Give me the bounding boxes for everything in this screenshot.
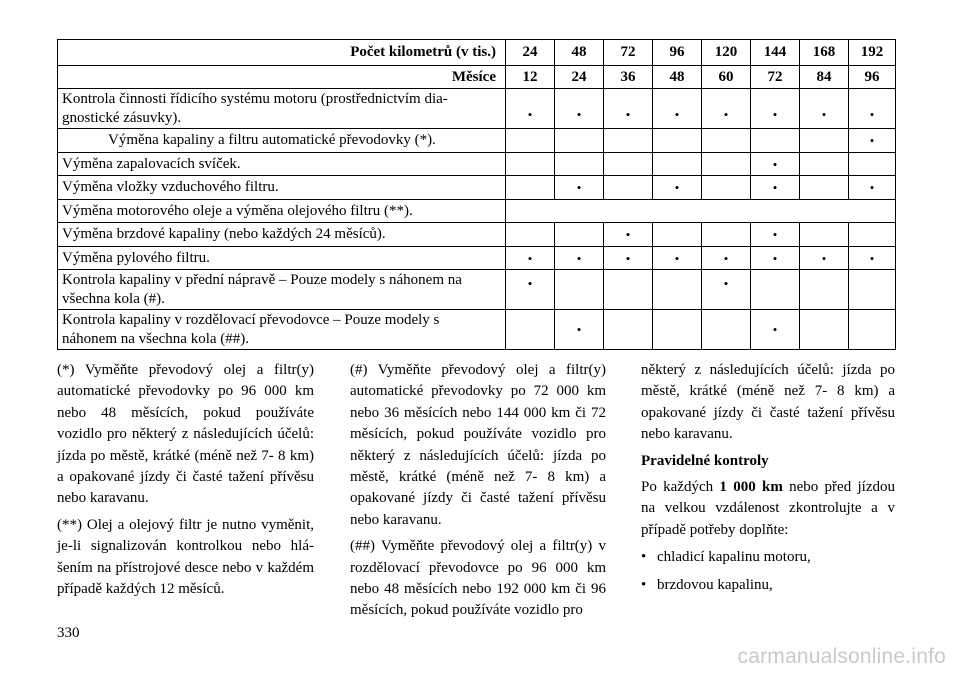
interval-empty [849,270,896,310]
bullet-item [641,547,895,568]
months-value: 96 [849,66,896,89]
interval-mark: • [751,153,800,176]
note-star: (*) Vyměňte převodový olej a filtr(y) automatické převodovky po 96 000 km nebo 48 měsících, pokud používáte vozidlo pro některý z následujících účelů: jízda po městě, krátké (méně než 7- 8 km) a opakované jízdy či časté tažení přívěsu nebo karavanu. [57,362,314,507]
regular-checks-heading: Pravidelné kontroly [641,452,769,469]
interval-empty [751,270,800,310]
interval-mark: • [506,270,555,310]
intro-prefix: Po každých [641,479,720,496]
interval-empty [800,153,849,176]
interval-empty [604,129,653,153]
interval-empty [849,310,896,350]
interval-empty [604,176,653,200]
interval-empty [653,270,702,310]
interval-empty [800,129,849,153]
months-value: 24 [555,66,604,89]
interval-mark: • [800,247,849,270]
schedule-row [58,176,896,200]
km-value: 24 [506,40,555,66]
km-header-row [58,40,896,66]
regular-checks-intro [641,477,895,541]
interval-mark: • [604,247,653,270]
interval-mark: • [604,89,653,129]
interval-empty [555,129,604,153]
months-value: 12 [506,66,555,89]
interval-mark: • [555,247,604,270]
schedule-row [58,89,896,129]
km-value: 120 [702,40,751,66]
schedule-row [58,200,896,223]
schedule-row [58,129,896,153]
interval-empty [653,223,702,247]
schedule-row [58,247,896,270]
interval-empty [506,176,555,200]
bullet-text: brzdovou kapalinu, [657,576,773,593]
interval-empty [604,270,653,310]
months-value: 36 [604,66,653,89]
km-value: 48 [555,40,604,66]
interval-empty [506,153,555,176]
interval-mark: • [751,223,800,247]
watermark-text: carmanualsonline.info [737,645,946,668]
note-double-hash: (##) Vyměňte převodový olej a filtr(y) v rozdělovací převodovce po 96 000 km nebo 48 měsících nebo 192 000 km či 96 měsících, pokud používáte vozidlo pro [350,538,606,619]
bullet-icon: • [641,549,647,566]
schedule-row [58,270,896,310]
interval-empty [604,153,653,176]
interval-mark: • [849,247,896,270]
km-value: 144 [751,40,800,66]
interval-empty [849,223,896,247]
notes-column-3 [641,360,895,601]
interval-empty [555,223,604,247]
bullet-text: chladicí kapalinu motoru, [657,549,811,566]
interval-mark: • [653,176,702,200]
task-description: Výměna motorového oleje a výměna olejového filtru (**). [58,200,506,223]
km-value: 96 [653,40,702,66]
note-double-star: (**) Olej a olejový filtr je nutno vyměnit, je-li signalizován kontrolkou nebo hlá- šením na přístrojové desce nebo v každém případě každých 12 měsíců. [57,516,314,598]
interval-empty [604,310,653,350]
interval-empty [506,129,555,153]
maintenance-schedule-table [57,39,896,350]
interval-empty [800,176,849,200]
interval-empty [849,153,896,176]
interval-empty [555,153,604,176]
interval-empty [506,223,555,247]
interval-empty [800,310,849,350]
interval-mark: • [702,270,751,310]
task-description: Kontrola činnosti řídicího systému motoru (prostřednictvím dia- gnostické zásuvky). [58,89,506,129]
interval-mark: • [751,176,800,200]
km-header-label: Počet kilometrů (v tis.) [58,40,506,66]
interval-mark: • [800,89,849,129]
km-value: 192 [849,40,896,66]
interval-mark: • [604,223,653,247]
interval-empty [800,270,849,310]
intro-suffix: nebo před jízdou na velkou vzdálenost zkontrolujte a v případě potřeby doplňte: [641,479,895,538]
interval-mark: • [849,129,896,153]
interval-empty [555,270,604,310]
interval-mark: • [506,247,555,270]
task-description: Výměna zapalovacích svíček. [58,153,506,176]
interval-empty [653,129,702,153]
interval-mark: • [702,89,751,129]
months-value: 72 [751,66,800,89]
months-value: 48 [653,66,702,89]
months-header-label: Měsíce [58,66,506,89]
interval-mark: • [751,310,800,350]
interval-mark: • [849,176,896,200]
notes-column-1 [57,360,314,605]
km-value: 72 [604,40,653,66]
page-number: 330 [57,625,80,641]
task-description: Výměna brzdové kapaliny (nebo každých 24 měsíců). [58,223,506,247]
notes-column-2 [350,360,606,627]
task-description: Výměna pylového filtru. [58,247,506,270]
interval-empty [702,310,751,350]
km-value: 168 [800,40,849,66]
interval-mark: • [751,89,800,129]
interval-empty [702,176,751,200]
note-hash: (#) Vyměňte převodový olej a filtr(y) automatické převodovky po 72 000 km nebo 36 měsících nebo 144 000 km či 72 měsících, pokud používáte vozidlo pro některý z následujících účelů: jízda po městě, krátké (méně než 7- 8 km) a opakované jízdy či časté tažení přívěsu nebo karavanu. [350,362,606,528]
interval-mark: • [653,89,702,129]
interval-empty [702,223,751,247]
interval-mark: • [506,89,555,129]
interval-mark: • [653,247,702,270]
interval-empty [506,310,555,350]
schedule-row [58,153,896,176]
note-double-hash-continued: některý z následujících účelů: jízda po městě, krátké (méně než 7- 8 km) a opakované jízdy či časté tažení přívěsu nebo karavanu. [641,362,895,443]
months-value: 84 [800,66,849,89]
bullet-item [641,575,895,596]
interval-mark: • [555,310,604,350]
months-value: 60 [702,66,751,89]
interval-empty [751,129,800,153]
interval-empty [800,223,849,247]
interval-empty [702,129,751,153]
task-description: Kontrola kapaliny v přední nápravě – Pouze modely s náhonem na všechna kola (#). [58,270,506,310]
interval-empty [653,310,702,350]
interval-mark: • [751,247,800,270]
interval-mark: • [555,89,604,129]
task-description: Výměna kapaliny a filtru automatické převodovky (*). [58,129,506,153]
months-header-row [58,66,896,89]
interval-empty [653,153,702,176]
schedule-row [58,223,896,247]
merged-empty-cell [506,200,896,223]
intro-distance: 1 000 km [719,479,783,496]
interval-mark: • [702,247,751,270]
interval-empty [702,153,751,176]
schedule-row [58,310,896,350]
bullet-icon: • [641,576,647,593]
interval-mark: • [555,176,604,200]
interval-mark: • [849,89,896,129]
task-description: Kontrola kapaliny v rozdělovací převodovce – Pouze modely s náhonem na všechna kola (##). [58,310,506,350]
task-description: Výměna vložky vzduchového filtru. [58,176,506,200]
